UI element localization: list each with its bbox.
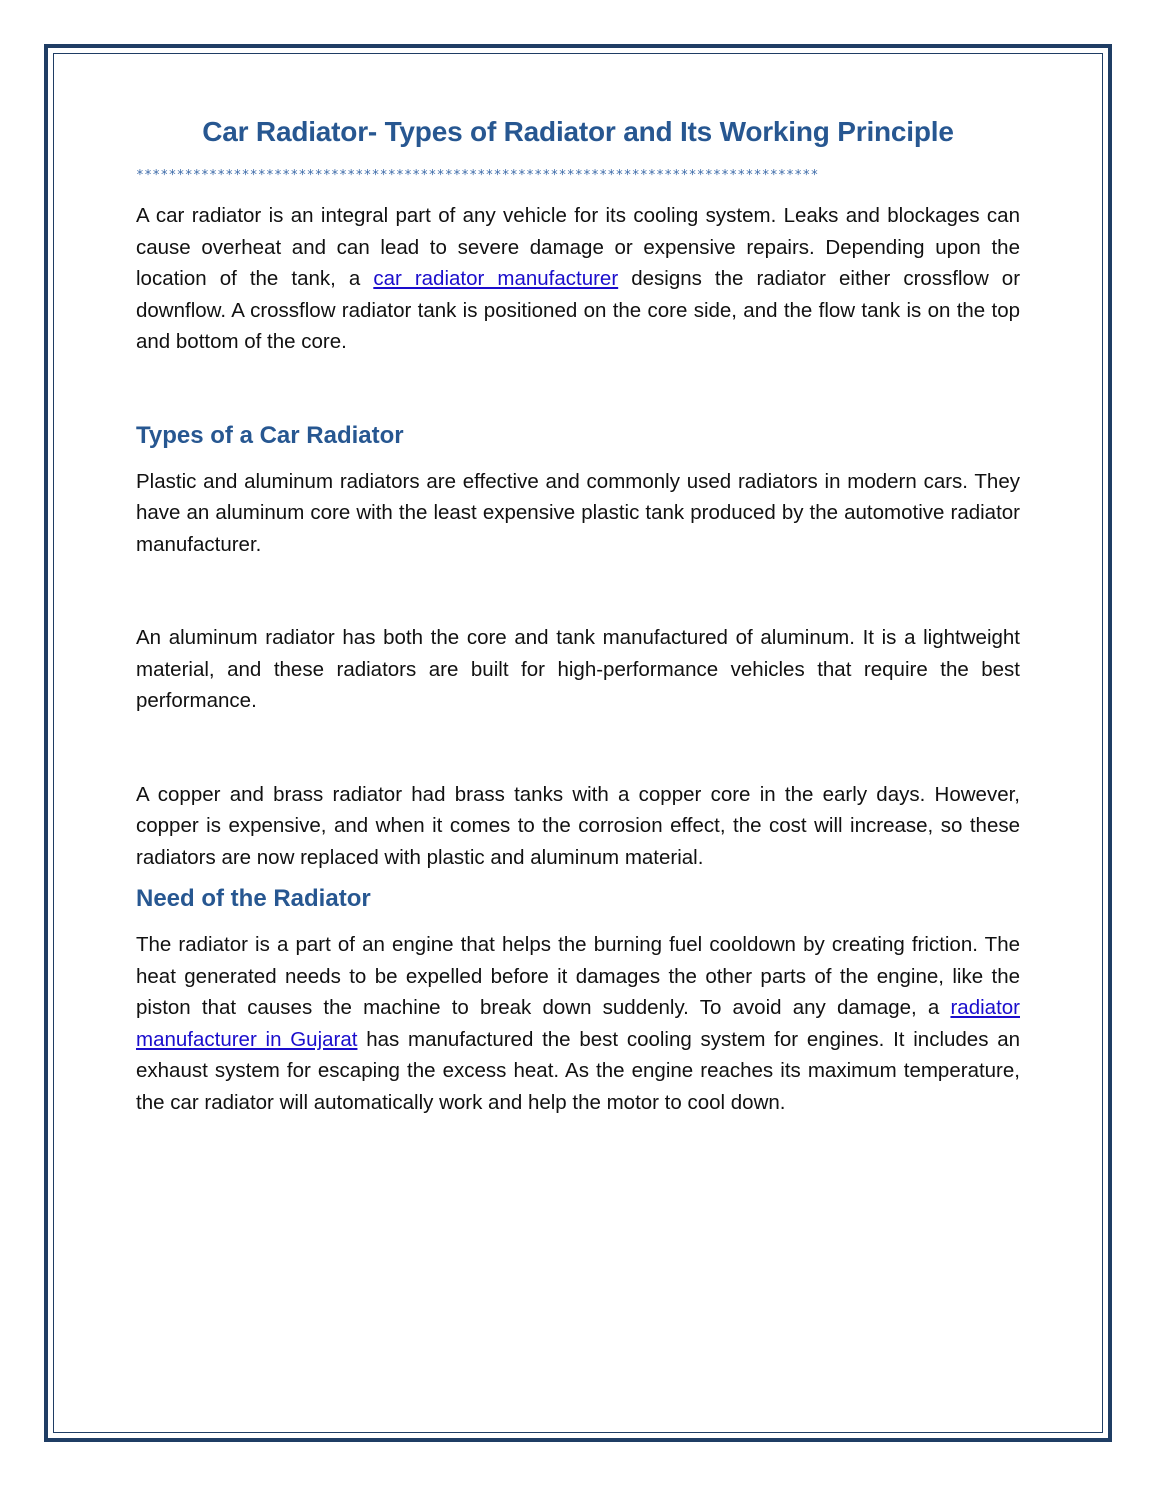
car-radiator-manufacturer-link[interactable]: car radiator manufacturer — [373, 267, 619, 290]
types-heading: Types of a Car Radiator — [136, 421, 404, 449]
copper-brass-paragraph: A copper and brass radiator had brass tanks with a copper core in the early days. However, copper is expensive, and when it comes to the corrosion effect, the cost will increase, so these radiators are now replaced with plastic and aluminum material. — [136, 782, 1020, 869]
document-title: Car Radiator- Types of Radiator and Its Working Principle — [202, 116, 954, 147]
radiator-manufacturer-gujarat-link[interactable]: radiator manufacturer in Gujarat — [136, 996, 1020, 1051]
need-paragraph — [136, 929, 1020, 1118]
plastic-aluminum-paragraph: Plastic and aluminum radiators are effective and commonly used radiators in modern cars. They have an aluminum core with the least expensive plastic tank produced by the automotive radiator manufacturer. — [136, 469, 1020, 556]
document-content — [136, 108, 1020, 1118]
intro-text-after-link: designs the radiator either crossflow or downflow. A crossflow radiator tank is positioned on the core side, and the flow tank is on the top and bottom of the core. — [136, 267, 1021, 353]
intro-paragraph — [136, 200, 1020, 358]
need-heading: Need of the Radiator — [136, 885, 371, 912]
intro-text-before-link: A car radiator is an integral part of any vehicle for its cooling system. Leaks and blockages can cause overheat and can lead to severe damage or expensive repairs. Depending upon the location of the tank, a — [136, 204, 1020, 290]
need-text-after-link: has manufactured the best cooling system for engines. It includes an exhaust system for escaping the excess heat. As the engine reaches its maximum temperature, the car radiator will automatically work and help the motor to cool down. — [136, 1027, 1020, 1114]
need-text-before-link: The radiator is a part of an engine that helps the burning fuel cooldown by creating friction. The heat generated needs to be expelled before it damages the other parts of the engine, like the piston that causes the machine to break down suddenly. To avoid any damage, a — [136, 933, 1020, 1019]
aluminum-paragraph: An aluminum radiator has both the core and tank manufactured of aluminum. It is a lightweight material, and these radiators are built for high-performance vehicles that require the best performance. — [136, 626, 1020, 712]
separator-line: ************************************************************************************ — [136, 168, 819, 183]
